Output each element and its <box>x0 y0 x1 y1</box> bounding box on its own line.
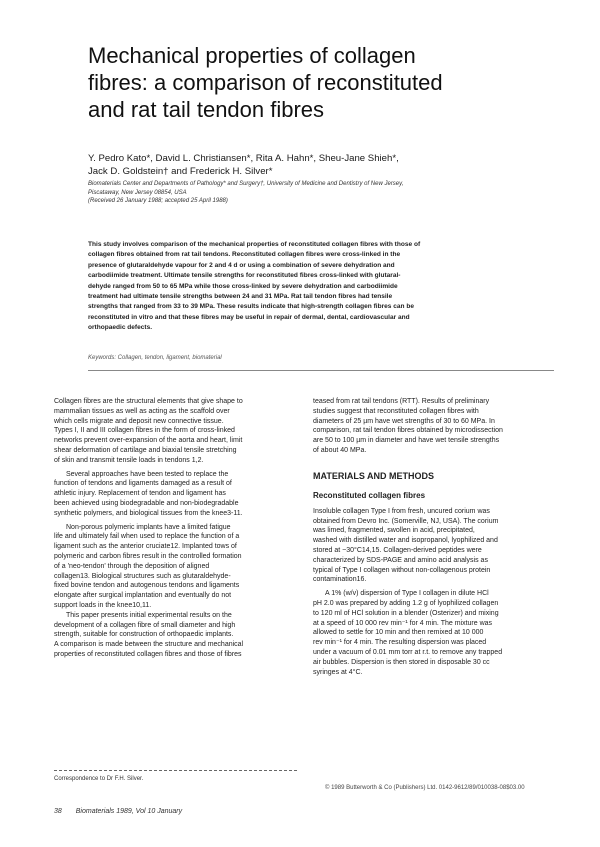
text-line: studies suggest that reconstituted collagen fibres with <box>313 407 479 415</box>
text-line: collagen13. Biological structures such as glutaraldehyde- <box>54 572 231 580</box>
text-line: are 50 to 100 µm in diameter and have wet tensile strengths <box>313 437 500 445</box>
title-line: fibres: a comparison of reconstituted <box>88 70 443 95</box>
text-line: life and ultimately fail when used to replace the function of a <box>54 533 240 541</box>
text-line: typical of Type I collagen without non-collagenous protein <box>313 566 491 574</box>
text-line: of a 'neo-tendon' through the deposition of aligned <box>54 562 210 570</box>
text-line: stored at −30°C14,15. Collagen-derived peptides were <box>313 546 482 554</box>
abstract-line: carbodiimide treatment. Ultimate tensile strengths for reconstituted fibres cross-linked with glutaral- <box>88 272 401 280</box>
text-line: of about 40 MPa. <box>313 446 367 454</box>
text-line: A 1% (w/v) dispersion of Type I collagen in dilute HCl <box>325 590 489 598</box>
author-list <box>88 152 558 178</box>
abstract-line: dehyde ranged from 50 to 65 MPa while those cross-linked by severe dehydration and carbodiimide <box>88 282 398 290</box>
text-line: fixed bovine tendon and autogenous tendons and ligaments <box>54 582 240 590</box>
paragraph <box>54 611 297 660</box>
text-line: diameters of 25 µm have wet strengths of 30 to 60 MPa. In <box>313 417 495 425</box>
text-line: ligament such as the anterior cruciate12. Implanted tows of <box>54 543 237 551</box>
text-line: teased from rat tail tendons (RTT). Results of preliminary <box>313 398 490 405</box>
text-line: Non-porous polymeric implants have a limited fatigue <box>66 523 231 531</box>
right-column <box>313 397 558 677</box>
text-line: which cells migrate and deposit new connective tissue. <box>54 417 224 425</box>
text-line: been achieved using biodegradable and non-biodegradable <box>54 499 239 507</box>
abstract-divider <box>88 370 554 371</box>
subsection-heading: Reconstituted collagen fibres <box>313 490 426 500</box>
abstract-line: reconstituted in vitro and that these fibres may be useful in repair of dermal, dental, cardiovascular and <box>88 313 410 321</box>
text-line: at a speed of 10 000 rev min⁻¹ for 4 min. The mixture was <box>313 619 493 627</box>
text-line: synthetic polymers, and biological tissues from the knee3-11. <box>54 509 243 517</box>
abstract-line: orthopaedic defects. <box>88 324 153 332</box>
abstract-line: presence of glutaraldehyde vapour for 2 and 4 d or using a combination of severe dehydration and <box>88 261 395 269</box>
abstract-line: strengths that ranged from 33 to 39 MPa. These results indicate that high-strength collagen fibres can be <box>88 303 414 311</box>
text-line: Several approaches have been tested to replace the <box>66 470 229 478</box>
journal-citation: Biomaterials 1989, Vol 10 January <box>75 808 183 815</box>
text-line: comparison, rat tail tendon fibres obtained by microdissection <box>313 427 503 435</box>
section-heading: MATERIALS AND METHODS <box>313 470 434 481</box>
text-line: This paper presents initial experimental results on the <box>66 611 232 619</box>
text-line: rev min⁻¹ for 4 min. The resulting dispersion was placed <box>313 639 487 647</box>
author-line: Y. Pedro Kato*, David L. Christiansen*, Rita A. Hahn*, Sheu-Jane Shieh*, <box>88 153 399 164</box>
copyright-line: © 1989 Butterworth & Co (Publishers) Ltd. 0142-9612/89/010038-08$03.00 <box>325 785 525 791</box>
correspondence-note: Correspondence to Dr F.H. Silver. <box>54 776 144 782</box>
paragraph <box>54 523 297 611</box>
page-number: 38 <box>54 808 62 815</box>
text-line: polymeric and carbon fibres result in the controlled formation <box>54 552 242 560</box>
text-line: contamination16. <box>313 576 367 584</box>
text-line: characterized by SDS-PAGE and amino acid analysis as <box>313 556 488 564</box>
abstract-line: This study involves comparison of the mechanical properties of reconstituted collagen fibres with those of <box>88 241 421 248</box>
title-line: and rat tail tendon fibres <box>88 97 325 122</box>
author-line: Jack D. Goldstein† and Frederick H. Silver* <box>88 166 273 177</box>
text-line: function of tendons and ligaments damaged as a result of <box>54 480 232 488</box>
footnote-divider <box>54 770 297 771</box>
paper-title <box>88 42 528 123</box>
paragraph <box>54 470 297 519</box>
text-line: of skin and transmit tensile loads in tendons 1,2. <box>54 456 204 464</box>
affiliation <box>88 180 558 206</box>
paragraph <box>313 507 558 585</box>
paragraph <box>54 397 297 466</box>
text-line: athletic injury. Replacement of tendon and ligament has <box>54 490 226 498</box>
text-line: support loads in the knee10,11. <box>54 601 152 609</box>
text-line: networks prevent over-expansion of the aorta and heart, limit <box>54 437 243 445</box>
text-line: development of a collagen fibre of small diameter and high <box>54 621 236 629</box>
text-line: pH 2.0 was prepared by adding 1.2 g of lyophilized collagen <box>313 599 499 607</box>
text-line: Insoluble collagen Type I from fresh, uncured corium was <box>313 507 490 515</box>
paragraph <box>313 589 558 677</box>
text-line: syringes at 4°C. <box>313 668 363 676</box>
text-line: Types I, II and III collagen fibres in the form of cross-linked <box>54 427 235 435</box>
text-line: mammalian tissues as well as acting as the scaffold over <box>54 407 230 415</box>
text-line: shear deformation of cartilage and biaxial tensile stretching <box>54 446 237 454</box>
abstract-line: treatment had ultimate tensile strengths between 24 and 31 MPa. Rat tail tendon fibres had tensile <box>88 293 393 301</box>
text-line: properties of reconstituted collagen fibres and those of fibres <box>54 650 242 658</box>
paragraph <box>313 397 558 456</box>
text-line: obtained from Devro Inc. (Somerville, NJ, USA). The corium <box>313 517 499 525</box>
text-line: to 120 ml of HCl solution in a blender (Osterizer) and mixing <box>313 609 499 617</box>
title-line: Mechanical properties of collagen <box>88 43 416 68</box>
left-column <box>54 397 297 660</box>
page-footer <box>54 808 182 815</box>
text-line: air bubbles. Dispersion is then stored in disposable 30 cc <box>313 658 490 666</box>
keywords: Keywords: Collagen, tendon, ligament, biomaterial <box>88 355 222 361</box>
text-line: elongate after surgical implantation and eventually do not <box>54 592 232 600</box>
text-line: under a vacuum of 0.01 mm torr at r.t. to remove any trapped <box>313 648 503 656</box>
text-line: was limed, fragmented, swollen in acid, precipitated, <box>313 527 475 535</box>
affiliation-line: Piscataway, New Jersey 08854, USA <box>88 189 187 196</box>
affiliation-line: Biomaterials Center and Departments of Pathology* and Surgery†, University of Medicine and Dentistry of New Jersey, <box>88 181 404 187</box>
text-line: strength, suitable for construction of orthopaedic implants. <box>54 631 234 639</box>
text-line: Collagen fibres are the structural elements that give shape to <box>54 398 243 405</box>
received-dates: (Received 26 January 1988; accepted 25 April 1988) <box>88 198 228 204</box>
abstract-line: collagen fibres obtained from rat tail tendons. Reconstituted collagen fibres were cross-linked in the <box>88 251 401 259</box>
text-line: A comparison is made between the structure and mechanical <box>54 641 244 649</box>
text-line: allowed to settle for 10 min and then remixed at 10 000 <box>313 629 484 637</box>
text-line: washed with distilled water and isopropanol, lyophilized and <box>313 537 498 545</box>
abstract <box>88 240 554 334</box>
